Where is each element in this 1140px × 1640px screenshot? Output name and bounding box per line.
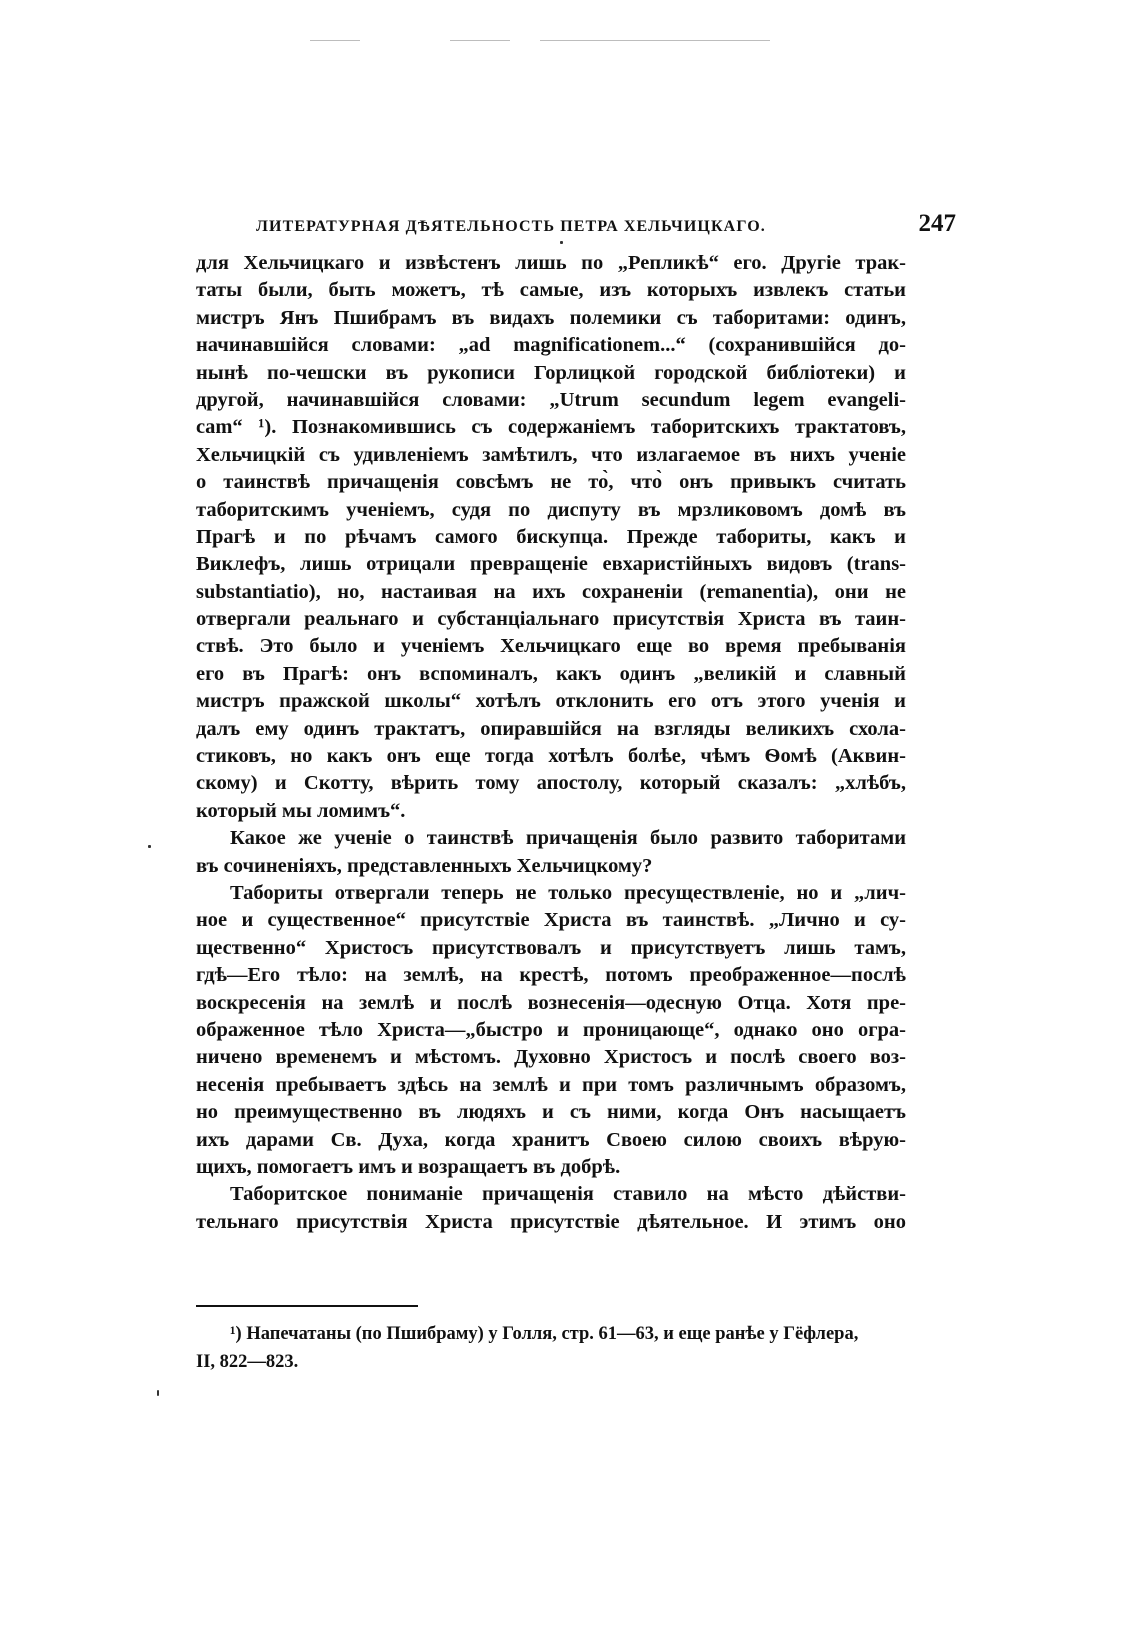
text-line: стиковъ, но какъ онъ еще тогда хотѣлъ болѣе, чѣмъ Ѳомѣ (Аквин-	[196, 745, 906, 768]
text-line: воскресенія на землѣ и послѣ вознесенія—одесную Отца. Хотя пре-	[196, 991, 906, 1014]
running-head: ЛИТЕРАТУРНАЯ ДѢЯТЕЛЬНОСТЬ ПЕТРА ХЕЛЬЧИЦКАГО.	[256, 218, 766, 235]
footnote-line: ¹) Напечатаны (по Пшибраму) у Голля, стр. 61—63, и еще ранѣе у Гёфлера,	[230, 1324, 859, 1344]
text-line: но преимущественно въ людяхъ и съ ними, когда Онъ насыщаетъ	[196, 1101, 906, 1124]
text-line: нынѣ по-чешски въ рукописи Горлицкой городской библіотеки) и	[196, 361, 906, 384]
margin-speck	[157, 1390, 159, 1396]
text-line: въ сочиненіяхъ, представленныхъ Хельчицкому?	[196, 854, 653, 877]
text-line: Виклефъ, лишь отрицали превращеніе евхаристійныхъ видовъ (trans-	[196, 553, 906, 576]
text-line: ображенное тѣло Христа—„быстро и проницающе“, однако оно огра-	[196, 1018, 906, 1041]
paragraph-start: Какое же ученіе о таинствѣ причащенія было развито таборитами	[230, 827, 906, 850]
footnote-line: II, 822—823.	[196, 1352, 299, 1372]
text-line: мистръ пражской школы“ хотѣлъ отклонить его отъ этого ученія и	[196, 690, 906, 713]
text-line: мистръ Янъ Пшибрамъ въ видахъ полемики съ таборитами: одинъ,	[196, 306, 906, 329]
paragraph-start: Таборитское пониманіе причащенія ставило на мѣсто дѣйстви-	[230, 1183, 906, 1206]
text-line: его въ Прагѣ: онъ вспоминалъ, какъ одинъ „великій и славный	[196, 662, 906, 685]
text-line: Прагѣ и по рѣчамъ самого бискупца. Прежде табориты, какъ и	[196, 525, 906, 548]
text-line: substantiatio), но, настаивая на ихъ сохраненіи (remanentia), они не	[196, 580, 906, 603]
text-line: другой, начинавшійся словами: „Utrum secundum legem evangeli-	[196, 388, 906, 411]
text-line: гдѣ—Его тѣло: на землѣ, на крестѣ, потомъ преображенное—послѣ	[196, 964, 906, 987]
text-line: отвергали реальнаго и субстанціальнаго присутствія Христа въ таин-	[196, 608, 906, 631]
page-header	[256, 210, 956, 246]
page-number: 247	[918, 210, 956, 237]
text-line: скому) и Скотту, вѣрить тому апостолу, который сказалъ: „хлѣбъ,	[196, 772, 906, 795]
text-line: который мы ломимъ“.	[196, 799, 406, 822]
footnote-divider	[196, 1305, 418, 1307]
text-line: щихъ, помогаетъ имъ и возращаетъ въ добрѣ.	[196, 1155, 621, 1178]
text-line: далъ ему одинъ трактатъ, опиравшійся на взгляды великихъ схола-	[196, 717, 906, 740]
footnotes	[196, 1320, 906, 1376]
text-line: cam“ ¹). Познакомившись съ содержаніемъ таборитскихъ трактатовъ,	[196, 416, 906, 439]
text-line: несенія пребываетъ здѣсь на землѣ и при томъ различнымъ образомъ,	[196, 1073, 906, 1096]
text-line: щественно“ Христосъ присутствовалъ и присутствуетъ лишь тамъ,	[196, 936, 906, 959]
text-line: тельнаго присутствія Христа присутствіе дѣятельное. И этимъ оно	[196, 1210, 906, 1233]
text-line: ихъ дарами Св. Духа, когда хранитъ Своею силою своихъ вѣрую-	[196, 1128, 906, 1151]
text-line: таборитскимъ ученіемъ, судя по диспуту въ мрзликовомъ домѣ въ	[196, 498, 906, 521]
body-text	[196, 250, 906, 1236]
text-line: таты были, быть можетъ, тѣ самые, изъ которыхъ извлекъ статьи	[196, 279, 906, 302]
text-line: ничено временемъ и мѣстомъ. Духовно Христосъ и послѣ своего воз-	[196, 1046, 906, 1069]
text-line: о таинствѣ причащенія совсѣмъ не то̀, что̀ онъ привыкъ считать	[196, 471, 906, 494]
text-line: ствѣ. Это было и ученіемъ Хельчицкаго еще во время пребыванія	[196, 635, 906, 658]
text-line: ное и существенное“ присутствіе Христа въ таинствѣ. „Лично и су-	[196, 909, 906, 932]
text-line: начинавшійся словами: „ad magnificationem...“ (сохранившійся до-	[196, 334, 906, 357]
scan-edge	[150, 36, 970, 46]
margin-speck	[148, 845, 151, 848]
paragraph-start: Табориты отвергали теперь не только пресуществленіе, но и „лич-	[230, 881, 906, 904]
text-line: для Хельчицкаго и извѣстенъ лишь по „Репликѣ“ его. Другіе трак-	[196, 252, 906, 274]
text-line: Хельчицкій съ удивленіемъ замѣтилъ, что излагаемое въ нихъ ученіе	[196, 443, 906, 466]
margin-speck	[560, 241, 563, 244]
